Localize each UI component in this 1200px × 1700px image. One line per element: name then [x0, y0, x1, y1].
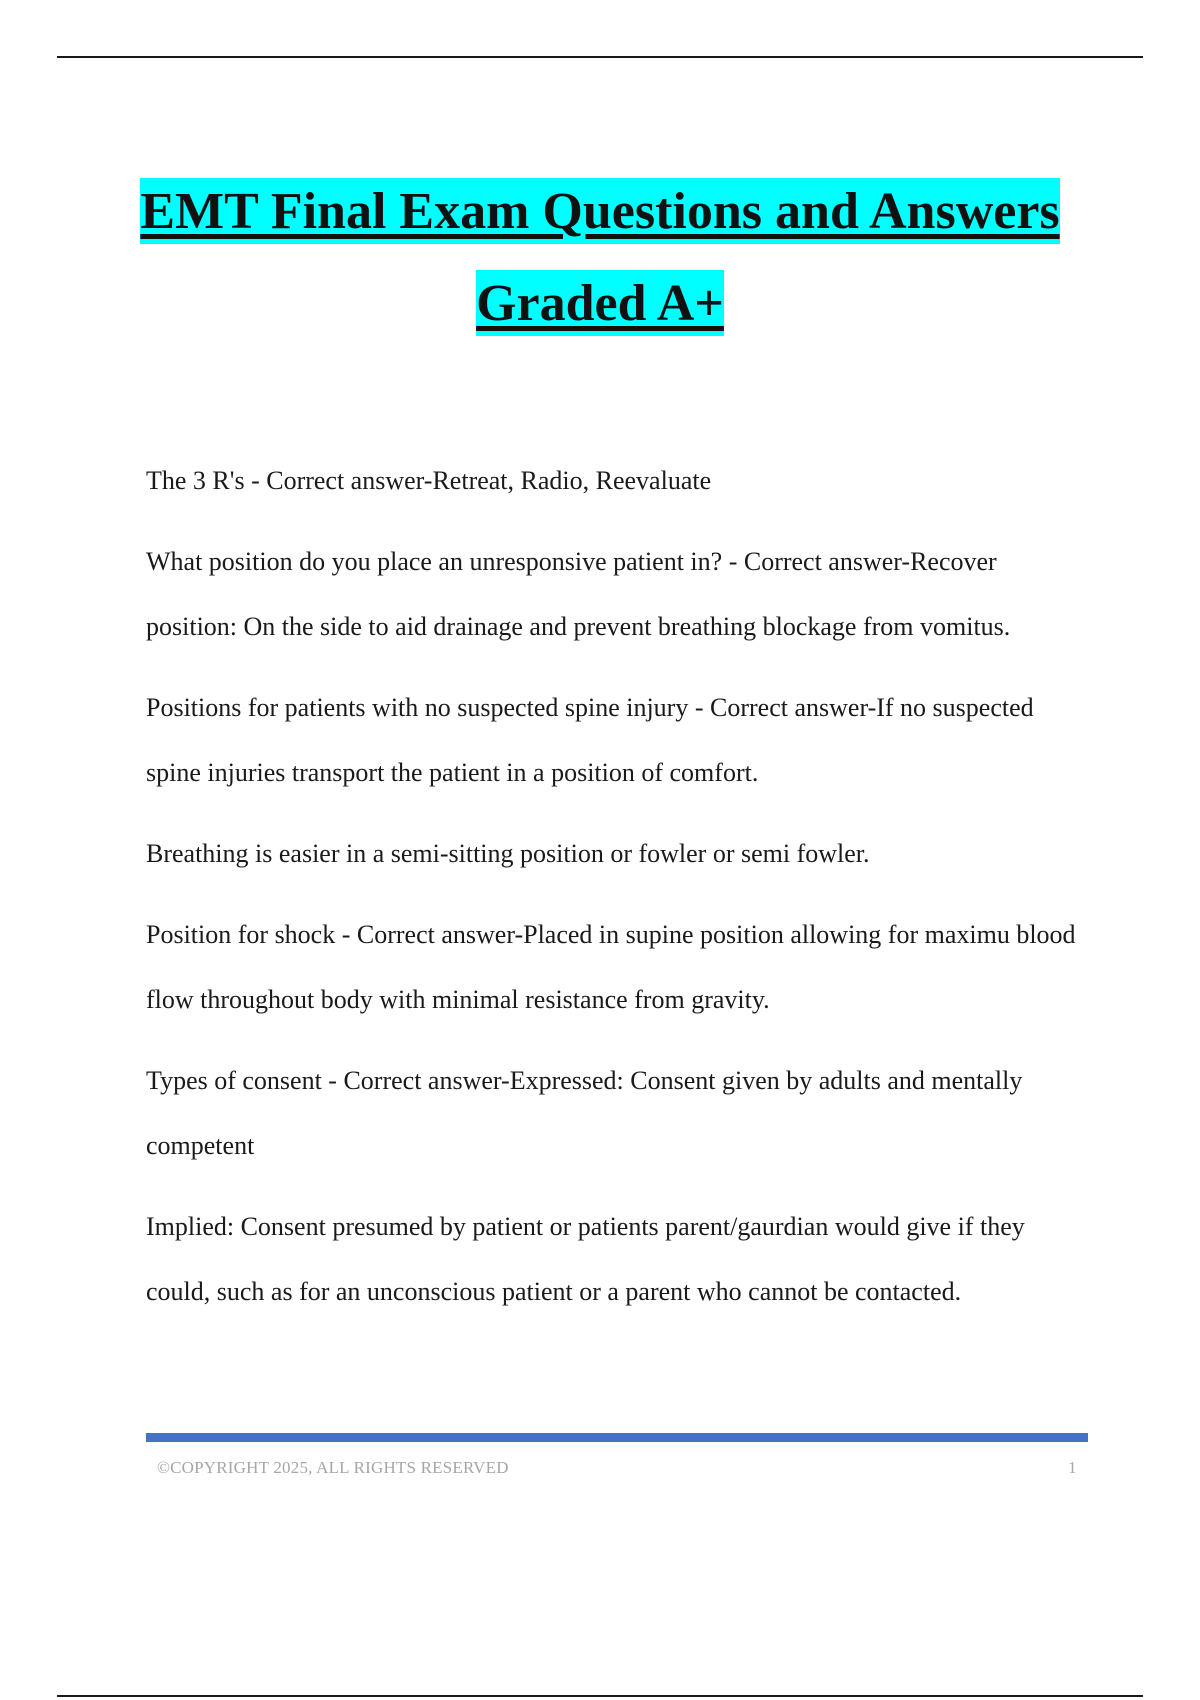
- paragraph: The 3 R's - Correct answer-Retreat, Radio, Reevaluate: [146, 466, 712, 495]
- footer-copyright: ©COPYRIGHT 2025, ALL RIGHTS RESERVED: [157, 1458, 509, 1477]
- paragraph: Positions for patients with no suspected spine injury - Correct answer-If no suspected spine injuries transport the patient in a position of comfort.: [146, 693, 1034, 787]
- header-rule: [57, 56, 1143, 58]
- footer-bar: [146, 1433, 1088, 1442]
- document-title: [57, 178, 1143, 336]
- paragraph: Implied: Consent presumed by patient or patients parent/gaurdian would give if they could, such as for an unconscious patient or a parent who cannot be contacted.: [146, 1212, 1025, 1306]
- paragraph: Types of consent - Correct answer-Expressed: Consent given by adults and mentally competent: [146, 1066, 1023, 1160]
- paragraph: What position do you place an unresponsive patient in? - Correct answer-Recover position: On the side to aid drainage and prevent breathing blockage from vomitus.: [146, 547, 1011, 641]
- footer-rule: [57, 1695, 1143, 1697]
- paragraph: Position for shock - Correct answer-Placed in supine position allowing for maximu blood flow throughout body with minimal resistance from gravity.: [146, 920, 1076, 1014]
- paragraph: Breathing is easier in a semi-sitting position or fowler or semi fowler.: [146, 839, 870, 868]
- document-body: [146, 448, 1091, 1340]
- page-number: 1: [1068, 1458, 1077, 1477]
- title-line-2: Graded A+: [476, 270, 724, 336]
- title-line-1: EMT Final Exam Questions and Answers: [140, 178, 1059, 244]
